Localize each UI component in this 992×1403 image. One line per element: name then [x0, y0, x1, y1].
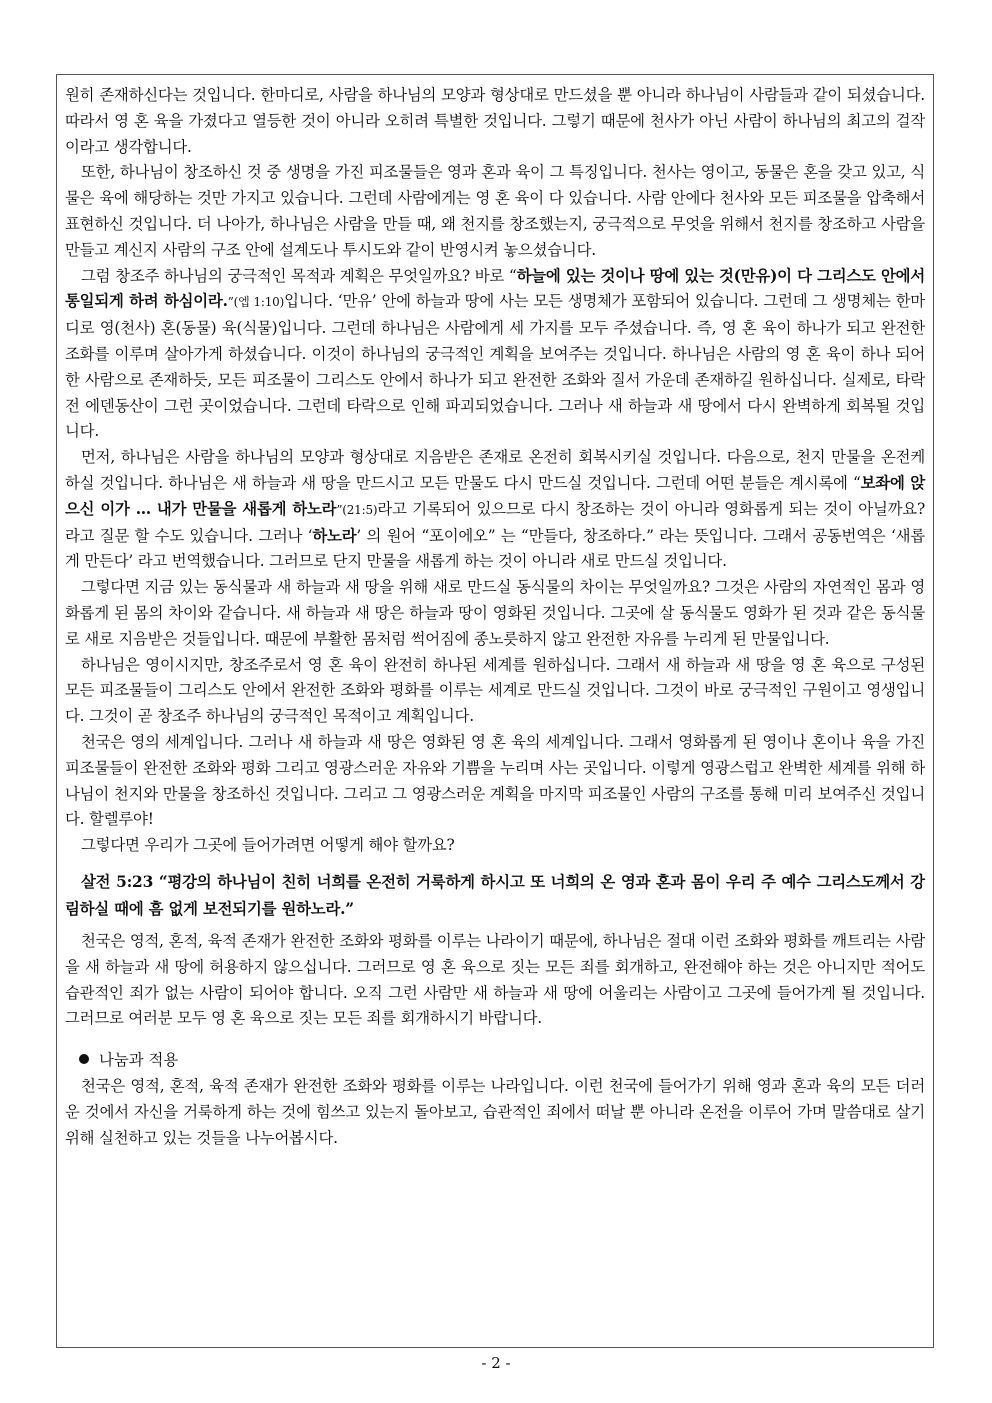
- paragraph-3-body: 입니다. ‘만유’ 안에 하늘과 땅에 사는 모든 생명체가 포함되어 있습니다. 그런데 그 생명체는 한마디로 영(천사) 혼(동물) 육(식물)입니다. 그런데 하나님은 사람에게 세 가지를 모두 주셨습니다. 즉, 영 혼 육이 하나가 되고 완전한 조화를 이루며 살아가게 하셨습니다. 이것이 하나님의 궁극적인 계획을 보여주는 것입니다. 하나님은 사람의 영 혼 육이 하나 되어 한 사람으로 존재하듯, 모든 피조물이 그리스도 안에서 하나가 되고 완전한 조화와 질서 가운데 존재하길 원하십니다. 실제로, 타락 전 에덴동산이 그런 곳이었습니다. 그런데 타락으로 인해 파괴되었습니다. 그러나 새 하늘과 새 땅에서 다시 완벽하게 회복될 것입니다.: [65, 292, 925, 441]
- bullet-icon: [79, 1054, 89, 1064]
- paragraph-after-verse: 천국은 영적, 혼적, 육적 존재가 완전한 조화와 평화를 이루는 나라이기 때문에, 하나님은 절대 이런 조화와 평화를 깨트리는 사람을 새 하늘과 새 땅에 허용하지 않으십니다. 그러므로 영 혼 육으로 짓는 모든 죄를 회개하고, 완전해야 하는 것은 아니지만 적어도 습관적인 죄가 없는 사람이 되어야 합니다. 오직 그런 사람만 새 하늘과 새 땅에 어울리는 사람이고 그곳에 들어가게 될 것입니다. 그러므로 여러분 모두 영 혼 육으로 짓는 모든 죄를 회개하시기 바랍니다.: [65, 931, 925, 1028]
- key-verse: [65, 869, 925, 923]
- keyword-hanora: 하노라: [312, 526, 357, 545]
- key-verse-text: “평강의 하나님이 친히 너희를 온전히 거룩하게 하시고 또 너희의 온 영과 혼과 몸이 우리 주 예수 그리스도께서 강림하실 때에 흠 없게 보전되기를 원하노라.”: [65, 872, 925, 918]
- paragraph-4-mid: 라고 기록되어 있으므로 다시 창조하는 것이 아니라 영화롭게 되는 것이 아닐까요? 라고 질문 할 수도 있습니다. 그러나 ‘: [65, 499, 925, 545]
- section-heading: [65, 1048, 925, 1070]
- paragraph-6: 하나님은 영이시지만, 창조주로서 영 혼 육이 완전히 하나된 세계를 원하십니다. 그래서 새 하늘과 새 땅을 영 혼 육으로 구성된 모든 피조물들이 그리스도 안에서 완전한 조화와 평화를 이루는 세계로 만드실 것입니다. 그것이 바로 궁극적인 구원이고 영생입니다. 그것이 곧 창조주 하나님의 궁극적인 목적이고 계획입니다.: [65, 655, 925, 726]
- paragraph-3-intro: 그럼 창조주 하나님의 궁극적인 목적과 계획은 무엇일까요? 바로 “: [81, 266, 517, 285]
- scripture-ref-rev: ”(21:5): [336, 502, 378, 517]
- paragraph-8: 그렇다면 우리가 그곳에 들어가려면 어떻게 해야 할까요?: [81, 836, 455, 855]
- paragraph-3: [65, 264, 925, 446]
- page-number: - 2 -: [481, 1354, 511, 1372]
- paragraph-2: 또한, 하나님이 창조하신 것 중 생명을 가진 피조물들은 영과 혼과 육이 그 특징입니다. 천사는 영이고, 동물은 혼을 갖고 있고, 식물은 육에 해당하는 것만 가지고 있습니다. 그런데 사람에게는 영 혼 육이 다 있습니다. 사람 안에다 천사와 모든 피조물을 압축해서 표현하신 것입니다. 더 나아가, 하나님은 사람을 만들 때, 왜 천지를 창조했는지, 궁극적으로 무엇을 위해서 천지를 창조하고 사람을 만들고 계신지 사람의 구조 안에 설계도나 투시도와 같이 반영시켜 놓으셨습니다.: [65, 163, 925, 259]
- content-frame: [56, 74, 934, 1348]
- paragraph-4: [65, 445, 925, 575]
- scripture-quote-eph: 하늘에 있는 것이나 땅에 있는 것(만유)이 다 그리스도 안에서 통일되게 하려 하심이라.: [65, 266, 925, 311]
- scripture-quote-rev: 보좌에 앉으신 이가 … 내가 만물을 새롭게 하노라: [65, 473, 926, 518]
- section-body: 천국은 영적, 혼적, 육적 존재가 완전한 조화와 평화를 이루는 나라입니다. 이런 천국에 들어가기 위해 영과 혼과 육의 모든 더러운 것에서 자신을 거룩하게 하는 것에 힘쓰고 있는지 돌아보고, 습관적인 죄에서 떠날 뿐 아니라 온전을 이루어 가며 말씀대로 살기 위해 실천하고 있는 것들을 나누어봅시다.: [65, 1077, 925, 1147]
- paragraph-4-end: ’ 의 원어 “포이에오” 는 “만들다, 창조하다.” 라는 뜻입니다. 그래서 공동번역은 ‘새롭게 만든다’ 라고 번역했습니다. 그러므로 단지 만물을 새롭게 하는 것이 아니라 새로 만드실 것입니다.: [65, 526, 926, 571]
- scripture-ref-eph: ”(엡 1:10): [227, 295, 285, 310]
- paragraph-5: 그렇다면 지금 있는 동식물과 새 하늘과 새 땅을 위해 새로 만드실 동식물의 차이는 무엇일까요? 그것은 사람의 자연적인 몸과 영화롭게 된 몸의 차이와 같습니다. 새 하늘과 새 땅은 하늘과 땅이 영화된 것입니다. 그곳에 살 동식물도 영화가 된 것과 같은 동식물로 새로 지음받은 것들입니다. 때문에 부활한 몸처럼 썩어짐에 종노릇하지 않고 완전한 자유를 누리게 된 만물입니다.: [65, 578, 925, 648]
- paragraph-1: 원히 존재하신다는 것입니다. 한마디로, 사람을 하나님의 모양과 형상대로 만드셨을 뿐 아니라 하나님이 사람들과 같이 되셨습니다. 따라서 영 혼 육을 가졌다고 열등한 것이 아니라 오히려 특별한 것입니다. 그렇기 때문에 천사가 아닌 사람이 하나님의 최고의 걸작이라고 생각합니다.: [65, 86, 925, 156]
- paragraph-7: 천국은 영의 세계입니다. 그러나 새 하늘과 새 땅은 영화된 영 혼 육의 세계입니다. 그래서 영화롭게 된 영이나 혼이나 육을 가진 피조물들이 완전한 조화와 평화 그리고 영광스러운 자유와 기쁨을 누리며 사는 곳입니다. 이렇게 영광스럽고 완벽한 세계를 위해 하나님이 천지와 만물을 창조하신 것입니다. 그리고 그 영광스러운 계획을 마지막 피조물인 사람의 구조를 통해 미리 보여주신 것입니다. 할렐루야!: [65, 732, 925, 829]
- key-verse-reference: 살전 5:23: [81, 872, 154, 891]
- section-title: 나눔과 적용: [99, 1051, 179, 1070]
- paragraph-4-intro: 먼저, 하나님은 사람을 하나님의 모양과 형상대로 지음받은 존재로 온전히 회복시키실 것입니다. 다음으로, 천지 만물을 온전케 하실 것입니다. 하나님은 새 하늘과 새 땅을 만드시고 모든 만물도 다시 만드실 것입니다. 그런데 어떤 분들은 계시록에 “: [65, 448, 925, 492]
